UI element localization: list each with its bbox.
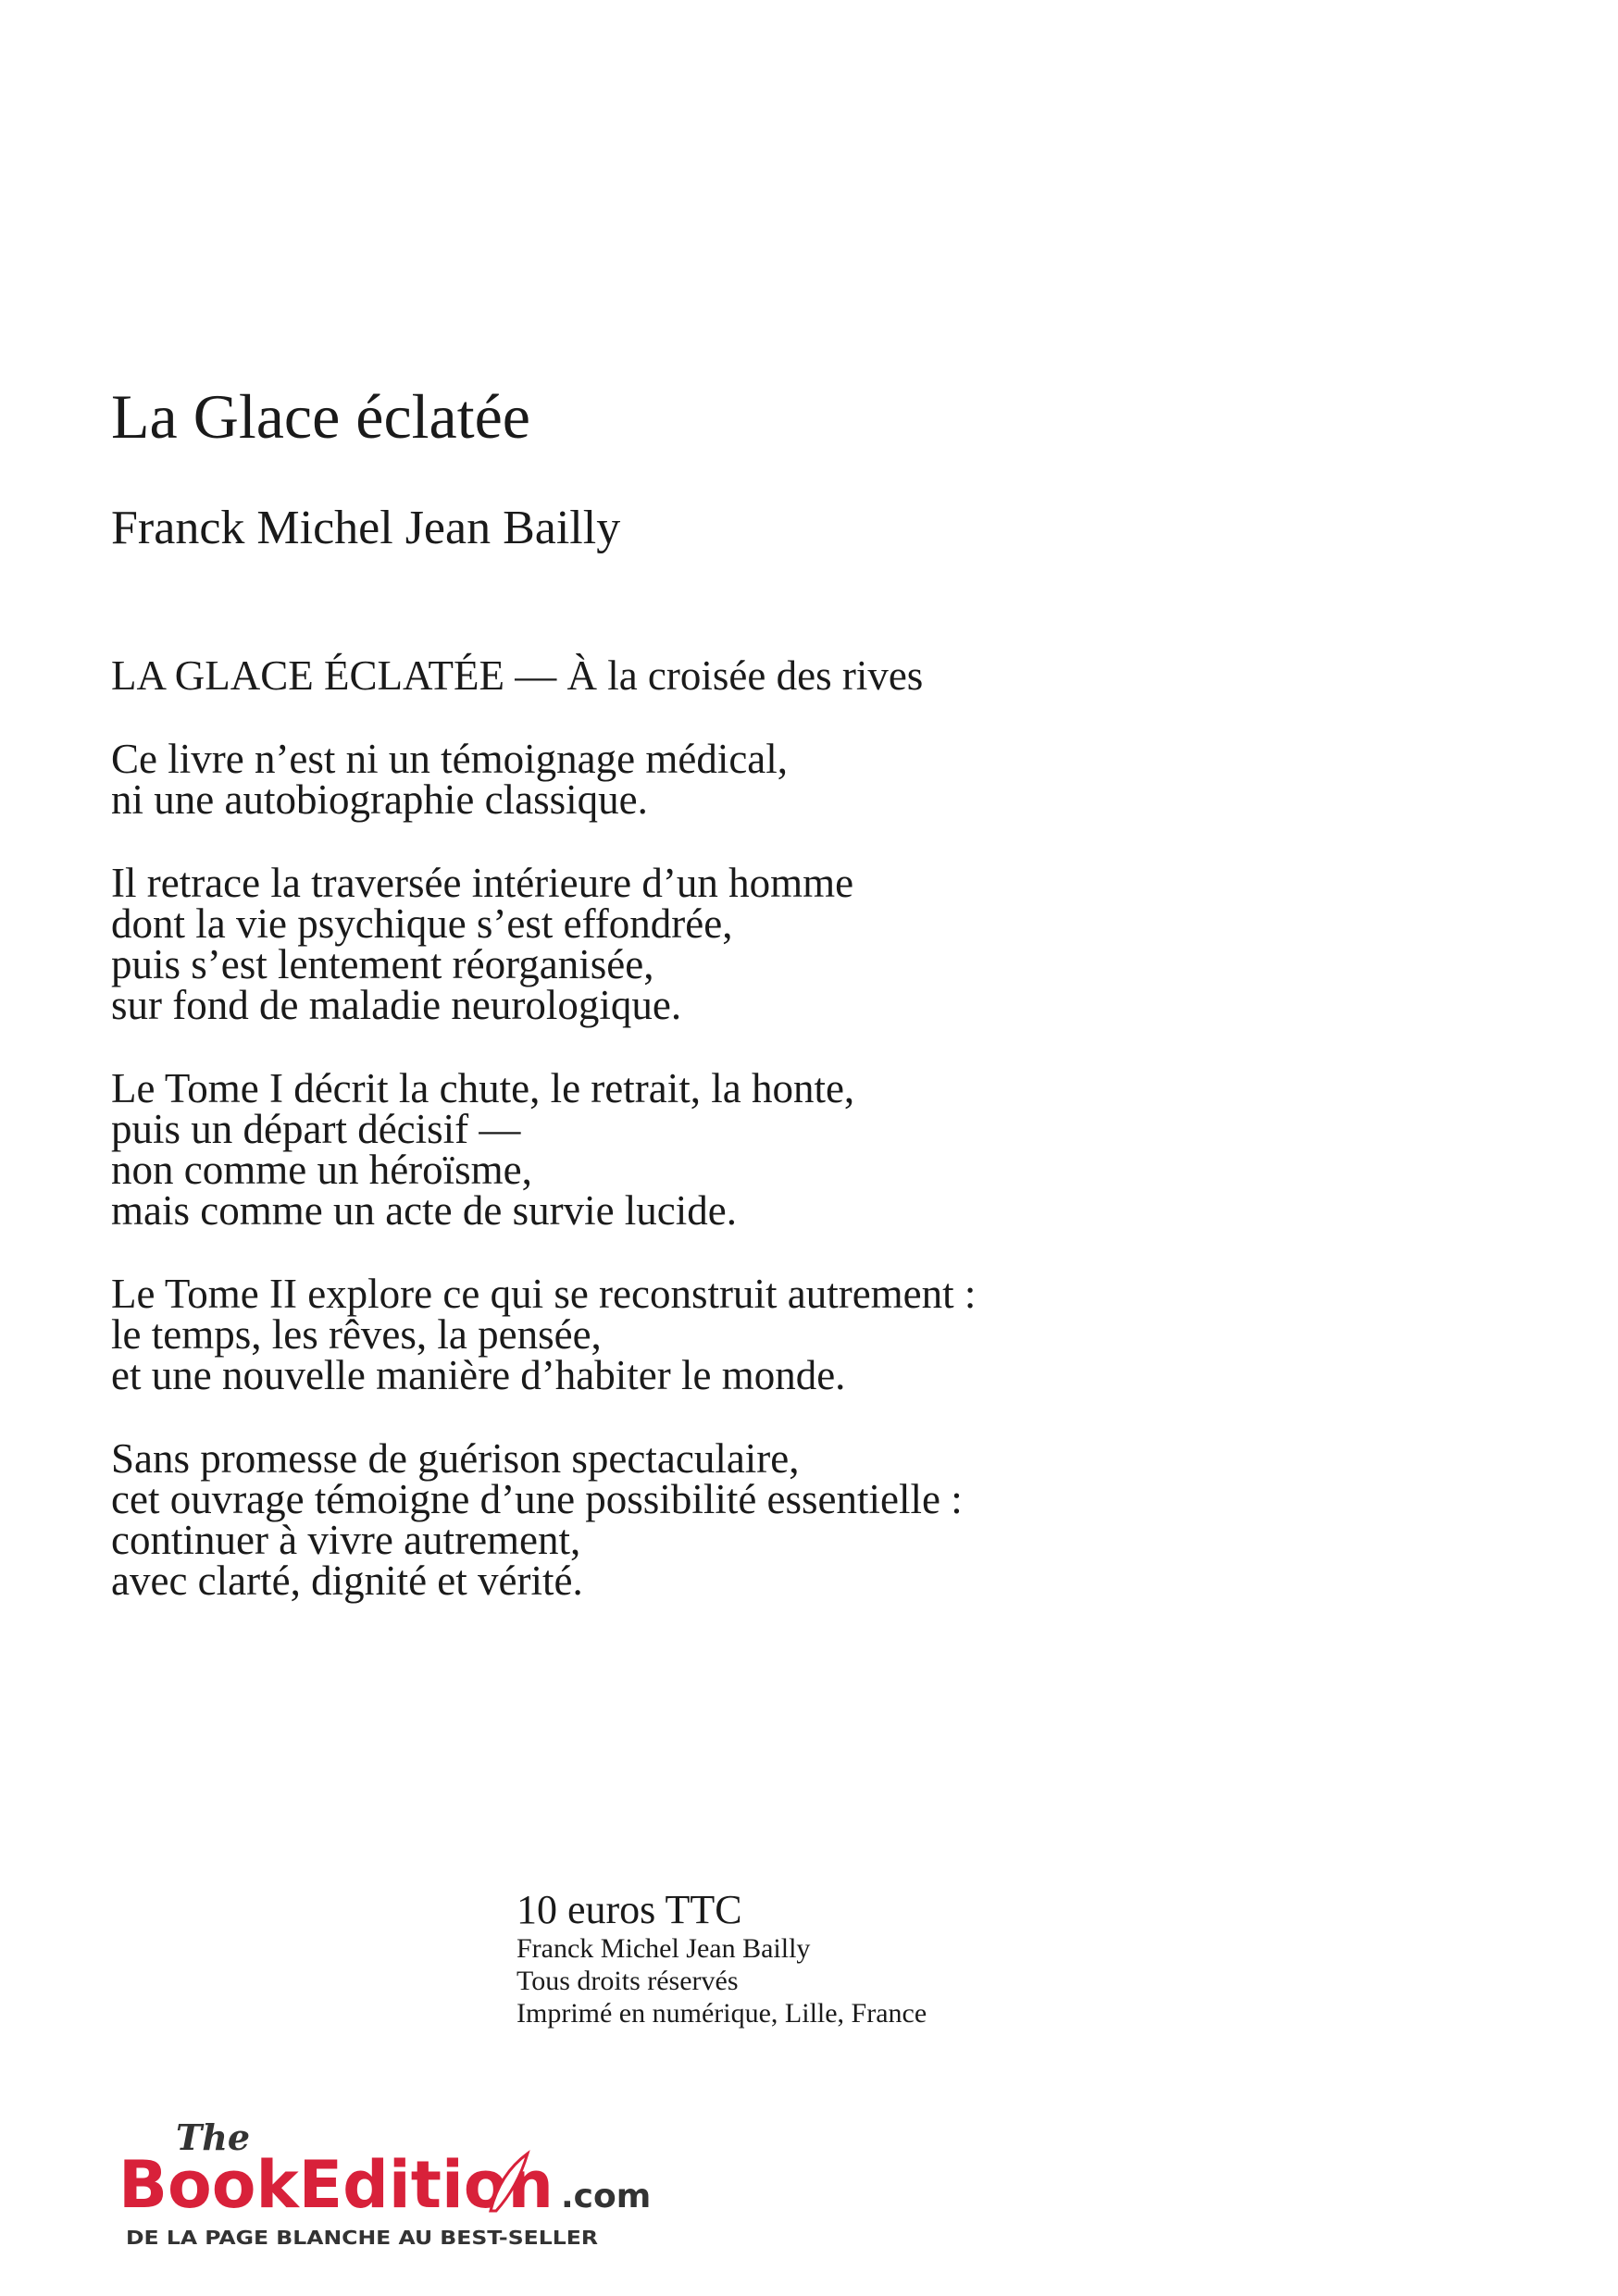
blurb-line: Le Tome I décrit la chute, le retrait, la honte, <box>111 1065 855 1111</box>
logo-tagline: DE LA PAGE BLANCHE AU BEST-SELLER <box>126 2227 598 2249</box>
back-cover-blurb <box>111 652 1500 1604</box>
logo-wordmark <box>118 2147 554 2223</box>
logo-domain: .com <box>561 2178 652 2215</box>
logo-the-text: The <box>176 2116 251 2158</box>
blurb-line: puis un départ décisif — <box>111 1106 521 1152</box>
blurb-line: non comme un héroïsme, <box>111 1147 532 1193</box>
blurb-heading: LA GLACE ÉCLATÉE — À la croisée des rives <box>111 652 924 699</box>
blurb-line: ni une autobiographie classique. <box>111 776 648 823</box>
logo-wordmark-o: o <box>463 2147 508 2223</box>
blurb-line: puis s’est lentement réorganisée, <box>111 941 654 987</box>
blurb-paragraph-4 <box>111 1273 1500 1396</box>
price: 10 euros TTC <box>517 1887 742 1932</box>
logo-wordmark-main: BookEditi <box>118 2147 467 2223</box>
colophon <box>517 1888 927 2029</box>
blurb-line: le temps, les rêves, la pensée, <box>111 1311 602 1358</box>
book-author: Franck Michel Jean Bailly <box>111 502 621 554</box>
book-title: La Glace éclatée <box>111 381 530 452</box>
blurb-line: dont la vie psychique s’est effondrée, <box>111 900 733 947</box>
blurb-line: Le Tome II explore ce qui se reconstruit autrement : <box>111 1271 977 1317</box>
blurb-line: cet ouvrage témoigne d’une possibilité essentielle : <box>111 1476 963 1522</box>
blurb-line: Ce livre n’est ni un témoignage médical, <box>111 736 789 782</box>
blurb-line: sur fond de maladie neurologique. <box>111 982 682 1028</box>
colophon-author: Franck Michel Jean Bailly <box>517 1933 811 1964</box>
printing-notice: Imprimé en numérique, Lille, France <box>517 1998 927 2029</box>
blurb-line: et une nouvelle manière d’habiter le monde. <box>111 1352 846 1398</box>
blurb-paragraph-5 <box>111 1435 1500 1604</box>
copyright-notice: Tous droits réservés <box>517 1966 739 1996</box>
publisher-logo <box>118 2115 674 2253</box>
blurb-paragraph-2 <box>111 860 1500 1028</box>
blurb-line: continuer à vivre autrement, <box>111 1517 581 1563</box>
blurb-line: Il retrace la traversée intérieure d’un homme <box>111 860 854 906</box>
logo-wordmark-end: n <box>507 2147 554 2223</box>
blurb-line: avec clarté, dignité et vérité. <box>111 1558 583 1604</box>
blurb-paragraph-1 <box>111 736 1500 823</box>
blurb-paragraph-3 <box>111 1065 1500 1234</box>
blurb-line: Sans promesse de guérison spectaculaire, <box>111 1435 800 1482</box>
blurb-line: mais comme un acte de survie lucide. <box>111 1187 738 1234</box>
